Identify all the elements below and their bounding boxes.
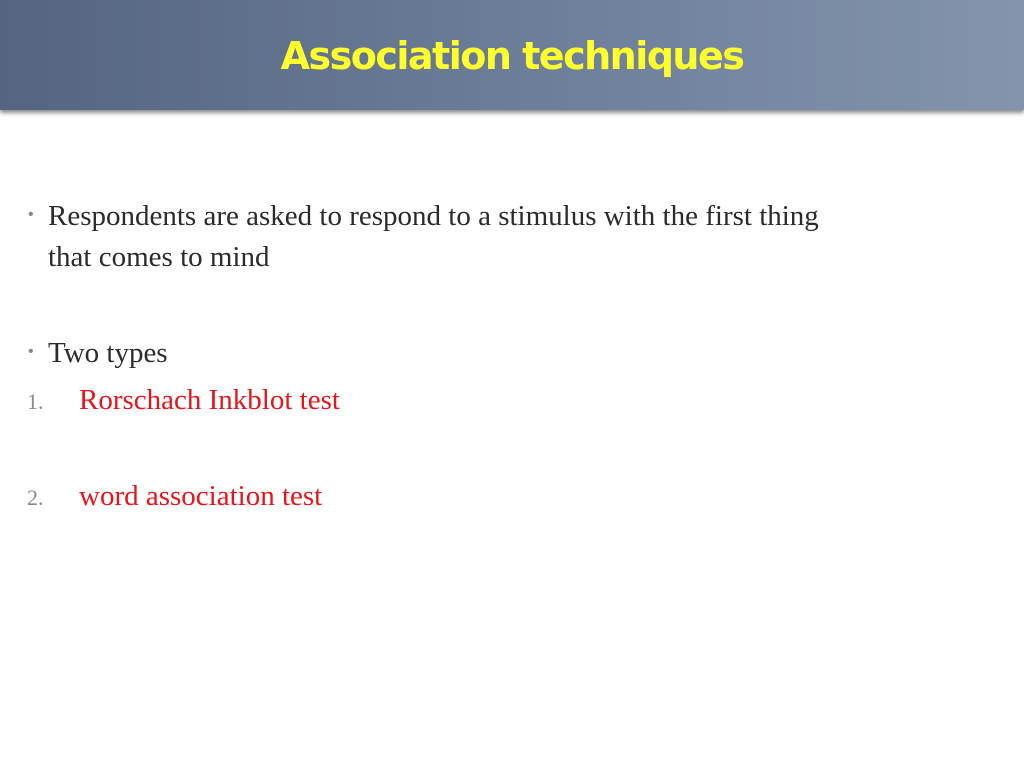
bullet-1-line-2: that comes to mind [48,241,270,273]
numbered-item-1-text: Rorschach Inkblot test [79,384,340,416]
numbered-item-1-number: 1. [27,389,44,414]
bullet-1-line-1: Respondents are asked to respond to a stimulus with the first thing [48,200,819,232]
bullet-marker: • [28,343,34,360]
bullet-2-line-1: Two types [48,337,168,369]
slide-title: Association techniques [280,34,744,78]
numbered-item-2-text: word association test [79,480,323,512]
bullet-marker: • [28,206,34,223]
numbered-item-2-number: 2. [27,485,44,510]
